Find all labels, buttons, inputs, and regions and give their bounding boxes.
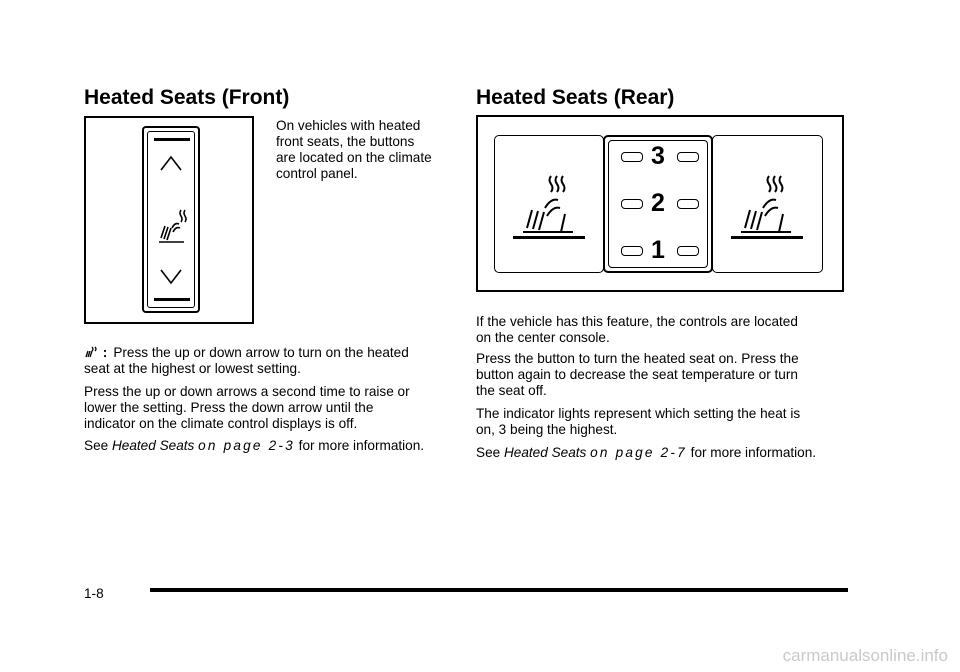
see-prefix: See: [476, 445, 501, 460]
symbol-colon: :: [102, 345, 108, 360]
chevron-up-icon: [161, 157, 181, 170]
level-number: 3: [651, 142, 665, 170]
rear-para2-line: button again to decrease the seat temperature or turn: [476, 367, 798, 382]
front-symbol-paragraph: [84, 345, 454, 377]
rear-para1-line: If the vehicle has this feature, the controls are located: [476, 314, 798, 329]
rear-para2-line: Press the button to turn the heated seat on. Press the: [476, 351, 799, 366]
indicator-light: [621, 199, 643, 209]
see-suffix: for more information.: [690, 445, 817, 460]
indicator-light: [677, 246, 699, 256]
indicator-light: [621, 246, 643, 256]
see-ref-title: Heated Seats: [111, 438, 195, 453]
rear-para3-line: The indicator lights represent which setting the heat is: [476, 406, 801, 421]
front-seat-button: [142, 126, 200, 313]
front-para2: [84, 384, 454, 432]
front-intro-line: control panel.: [276, 166, 358, 181]
see-link-front[interactable]: [112, 438, 299, 453]
heated-seat-icon: [159, 210, 186, 242]
heated-seat-icon: [741, 176, 791, 232]
bottom-indicator-bar: [154, 298, 190, 301]
front-para2-line: indicator on the climate control displays is off.: [84, 416, 358, 431]
indicator-light: [677, 199, 699, 209]
footer-rule: [150, 588, 848, 592]
rear-left-indicator-bar: [513, 236, 585, 239]
front-intro: [276, 118, 456, 182]
level-number: 2: [651, 189, 665, 217]
front-heated-seat-figure: [84, 116, 254, 324]
rear-para2-line: the seat off.: [476, 383, 547, 398]
front-see-reference: [84, 438, 464, 454]
rear-para3-line: on, 3 being the highest.: [476, 422, 618, 437]
chevron-down-icon: [161, 270, 181, 283]
rear-right-seat-button: [712, 135, 823, 273]
see-ref-page: on page 2-7: [590, 445, 687, 460]
top-indicator-bar: [154, 138, 190, 141]
front-intro-line: are located on the climate: [276, 150, 432, 165]
front-symbol-text-cont: seat at the highest or lowest setting.: [84, 361, 301, 376]
see-ref-page: on page 2-3: [198, 438, 295, 453]
rear-para1: [476, 314, 856, 346]
see-prefix: See: [84, 438, 109, 453]
rear-see-reference: [476, 445, 876, 461]
rear-left-seat-button: [494, 135, 604, 273]
rear-left-graphics: [495, 136, 602, 271]
rear-para1-line: on the center console.: [476, 330, 610, 345]
front-symbol-text: Press the up or down arrow to turn on the heated: [113, 345, 409, 360]
rear-right-indicator-bar: [731, 236, 803, 239]
front-para2-line: Press the up or down arrows a second time to raise or: [84, 384, 410, 399]
heated-seat-icon: [523, 176, 573, 232]
rear-para3: [476, 406, 856, 438]
front-intro-line: front seats, the buttons: [276, 134, 415, 149]
rear-para2: [476, 351, 856, 399]
see-ref-title: Heated Seats: [503, 445, 587, 460]
front-button-graphics: [148, 132, 196, 307]
see-link-rear[interactable]: [504, 445, 691, 460]
heading-rear: Heated Seats (Rear): [476, 86, 675, 109]
heated-seat-icon: [84, 346, 97, 358]
level-number: 1: [651, 236, 665, 264]
indicator-light: [621, 152, 643, 162]
rear-level-indicator-panel: [603, 135, 713, 273]
heading-front: Heated Seats (Front): [84, 86, 290, 109]
front-seat-button-face: [147, 131, 195, 308]
front-intro-line: On vehicles with heated: [276, 118, 421, 133]
front-para2-line: lower the setting. Press the down arrow until the: [84, 400, 374, 415]
watermark: carmanualsonline.info: [782, 646, 948, 665]
rear-heated-seat-figure: [476, 115, 844, 292]
rear-right-graphics: [713, 136, 821, 271]
see-suffix: for more information.: [298, 438, 425, 453]
indicator-light: [677, 152, 699, 162]
page-number: 1-8: [84, 586, 104, 601]
